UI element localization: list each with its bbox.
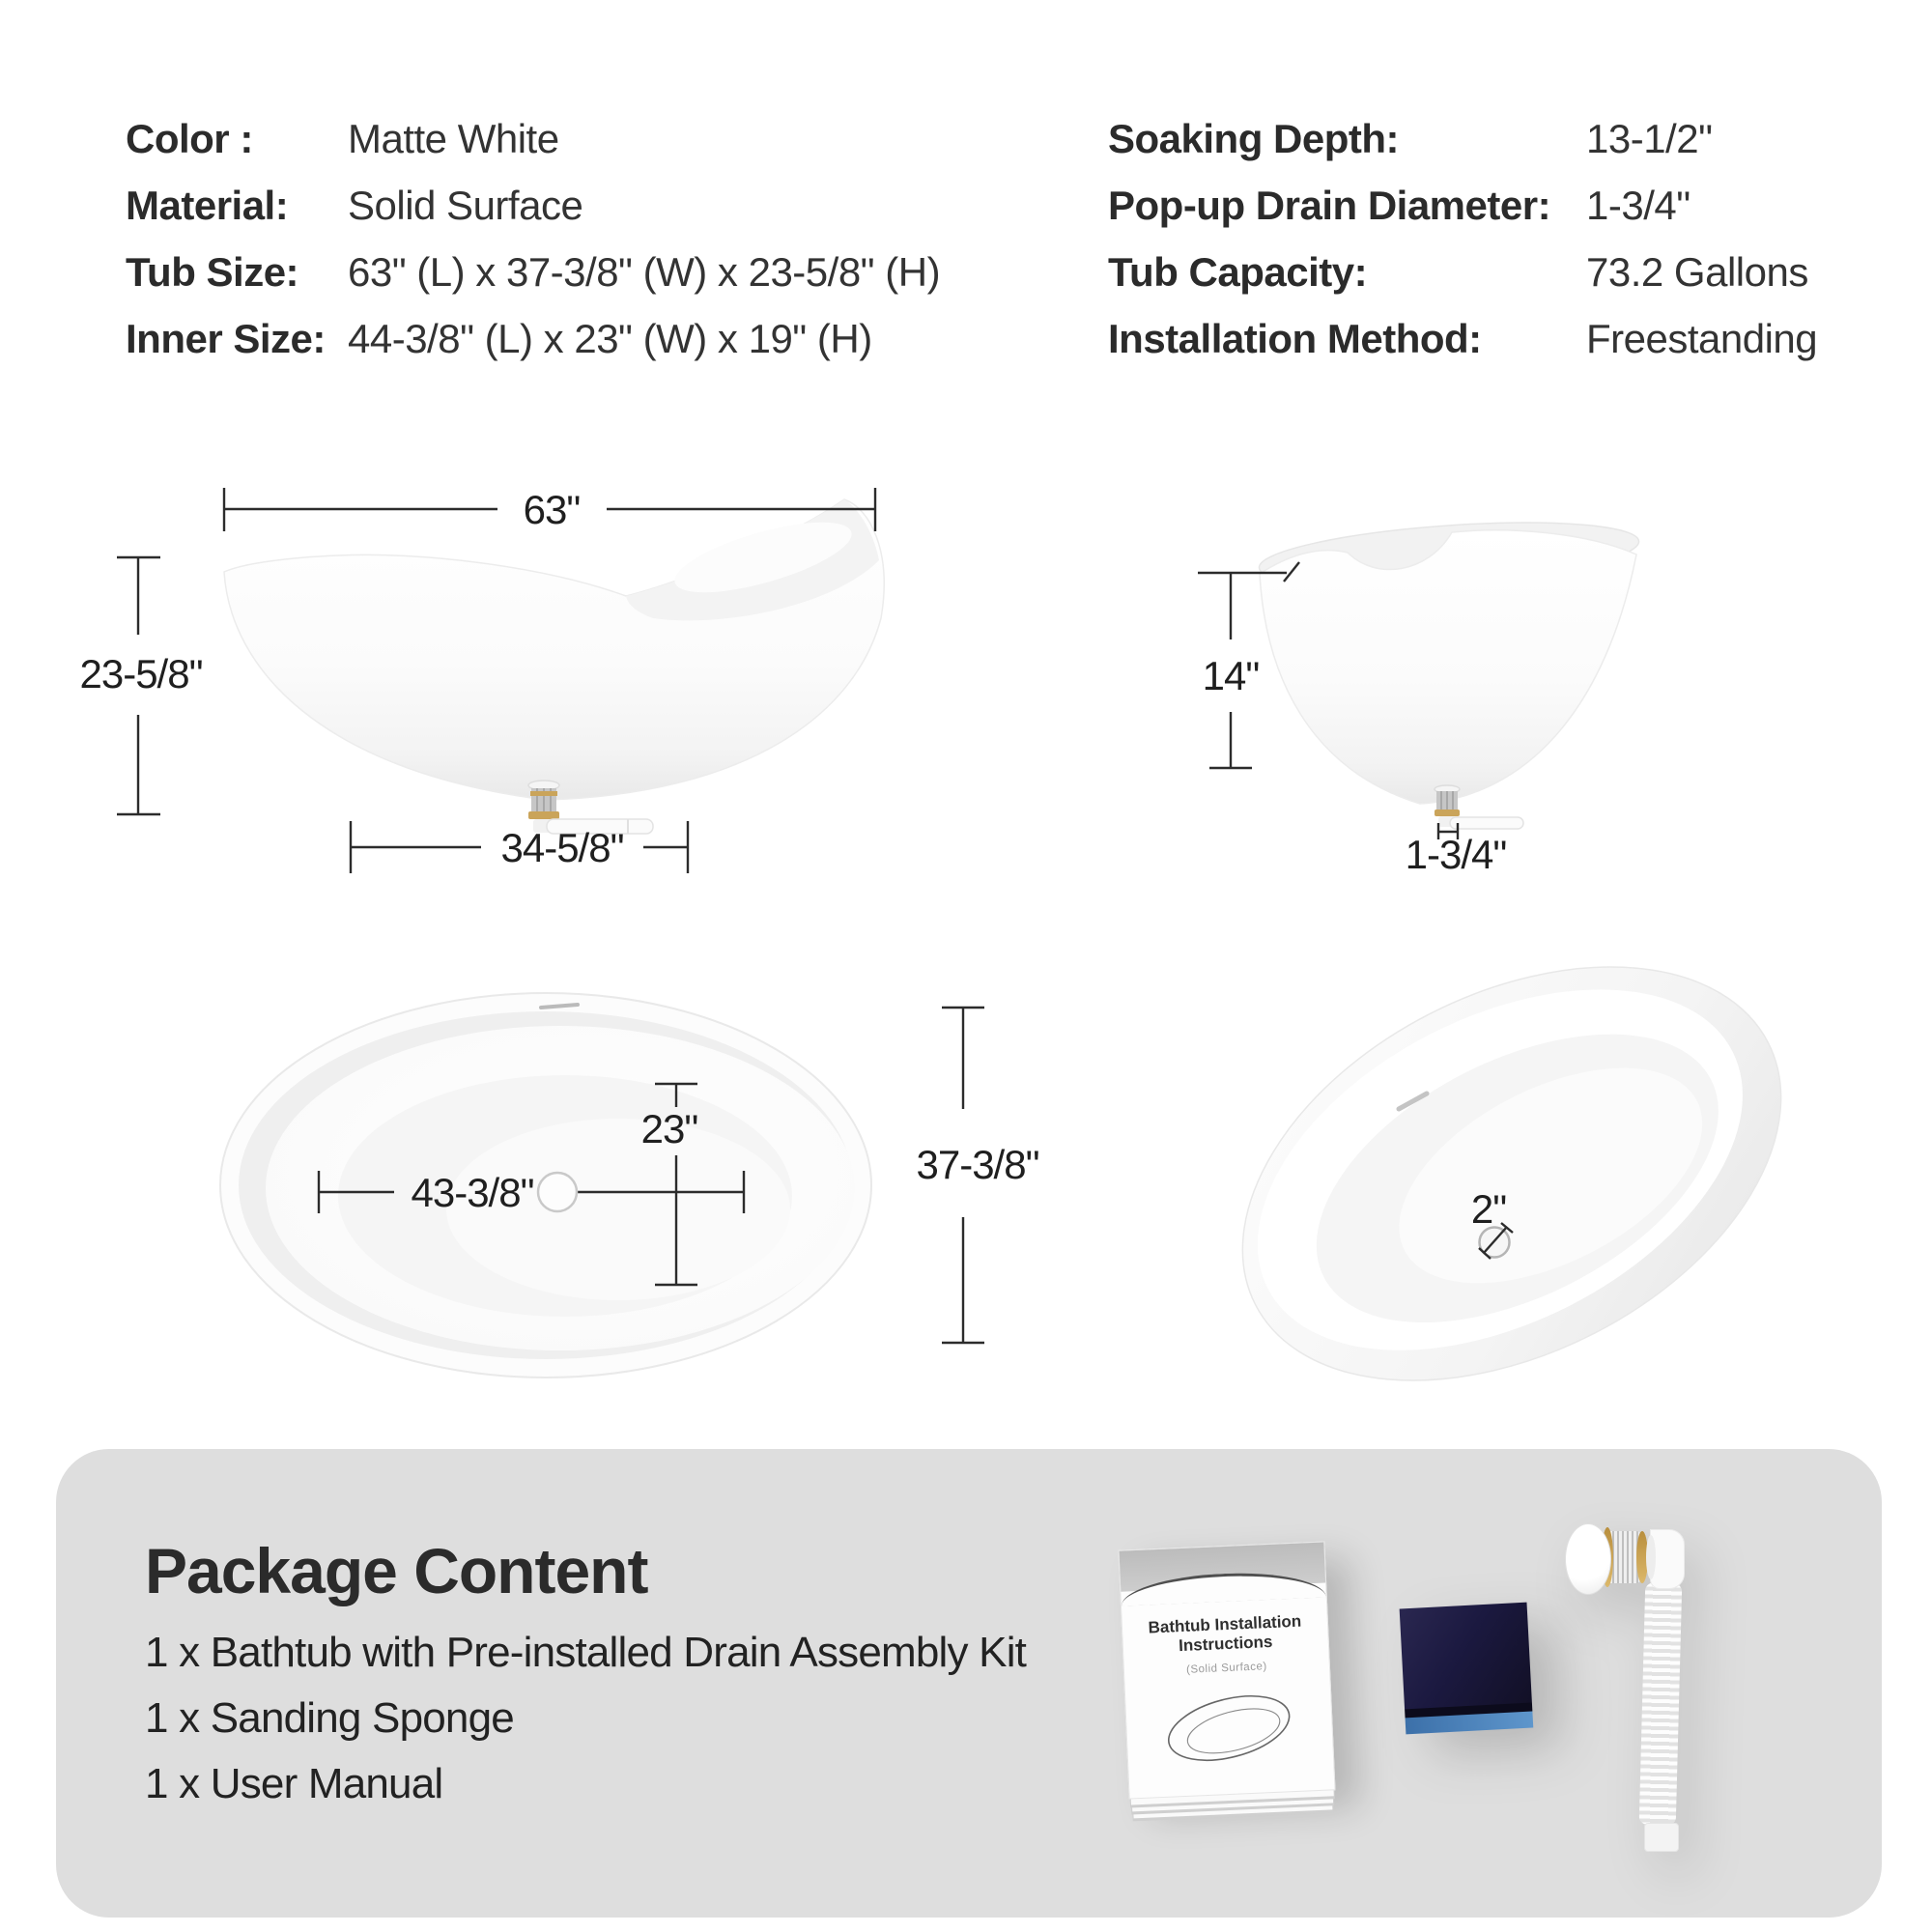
spec-label-drain-diameter: Pop-up Drain Diameter: <box>1108 183 1551 228</box>
spec-value-drain-diameter: 1-3/4" <box>1586 183 1690 228</box>
spec-value-inner-size: 44-3/8" (L) x 23" (W) x 19" (H) <box>348 316 872 361</box>
spec-value-soaking-depth: 13-1/2" <box>1586 116 1713 161</box>
drain-cap-icon <box>1565 1523 1611 1595</box>
tub-end-view-diagram <box>1198 512 1641 877</box>
spec-label-inner-size: Inner Size: <box>126 316 326 361</box>
dimension-line-drain-diameter <box>1406 823 1507 877</box>
dimension-line-outer-width <box>917 1008 1039 1343</box>
spec-value-installation: Freestanding <box>1586 316 1818 361</box>
sanding-sponge-icon <box>1400 1603 1534 1737</box>
spec-value-tub-capacity: 73.2 Gallons <box>1586 249 1808 295</box>
drain-hole-icon <box>538 1173 577 1211</box>
dimension-label-length: 63" <box>523 487 581 532</box>
dimension-line-length <box>224 487 875 532</box>
package-item-sponge: 1 x Sanding Sponge <box>145 1694 514 1742</box>
manual-booklet <box>1118 1541 1335 1799</box>
dimension-label-perspective-drain: 2" <box>1470 1186 1507 1232</box>
package-content-panel <box>56 1449 1882 1918</box>
tub-side-view-diagram <box>80 487 885 873</box>
tub-top-view-diagram <box>220 993 1039 1378</box>
drain-assembly-icon <box>1435 785 1523 829</box>
manual-booklet-cover <box>1118 1541 1335 1799</box>
dimension-label-height: 23-5/8" <box>79 651 203 696</box>
spec-value-material: Solid Surface <box>348 183 583 228</box>
tub-perspective-view-diagram <box>1174 883 1850 1464</box>
spec-label-installation: Installation Method: <box>1108 316 1482 361</box>
dimension-label-outer-width: 37-3/8" <box>916 1142 1039 1187</box>
dimension-label-drain-diameter: 1-3/4" <box>1405 832 1507 877</box>
dimension-label-inner-length: 43-3/8" <box>411 1170 534 1215</box>
dimension-label-base-length: 34-5/8" <box>500 825 624 870</box>
spec-label-tub-capacity: Tub Capacity: <box>1108 249 1368 295</box>
spec-value-tub-size: 63" (L) x 37-3/8" (W) x 23-5/8" (H) <box>348 249 941 295</box>
manual-booklet-title: Bathtub Installation Instructions <box>1148 1611 1302 1656</box>
dimension-label-soak-depth: 14" <box>1202 653 1260 698</box>
drain-hose-end-icon <box>1644 1823 1679 1852</box>
spec-value-color: Matte White <box>348 116 559 161</box>
drain-washer-icon <box>1646 1535 1656 1579</box>
package-item-manual: 1 x User Manual <box>145 1760 443 1807</box>
spec-label-tub-size: Tub Size: <box>126 249 299 295</box>
sanding-sponge-top <box>1400 1603 1532 1710</box>
spec-label-soaking-depth: Soaking Depth: <box>1108 116 1400 161</box>
drain-assembly-kit-icon <box>1544 1512 1698 1869</box>
spec-label-color: Color : <box>126 116 253 161</box>
package-content-title: Package Content <box>145 1535 648 1606</box>
dimension-line-height <box>80 557 203 814</box>
spec-label-material: Material: <box>126 183 289 228</box>
tub-end-view-body <box>1260 530 1636 804</box>
manual-tub-drawing-icon <box>1151 1684 1309 1776</box>
drain-hose-icon <box>1639 1583 1683 1826</box>
package-item-bathtub: 1 x Bathtub with Pre-installed Drain Assembly Kit <box>145 1629 1027 1676</box>
manual-booklet-subtitle: (Solid Surface) <box>1185 1660 1267 1676</box>
dimension-label-inner-width: 23" <box>640 1106 698 1151</box>
